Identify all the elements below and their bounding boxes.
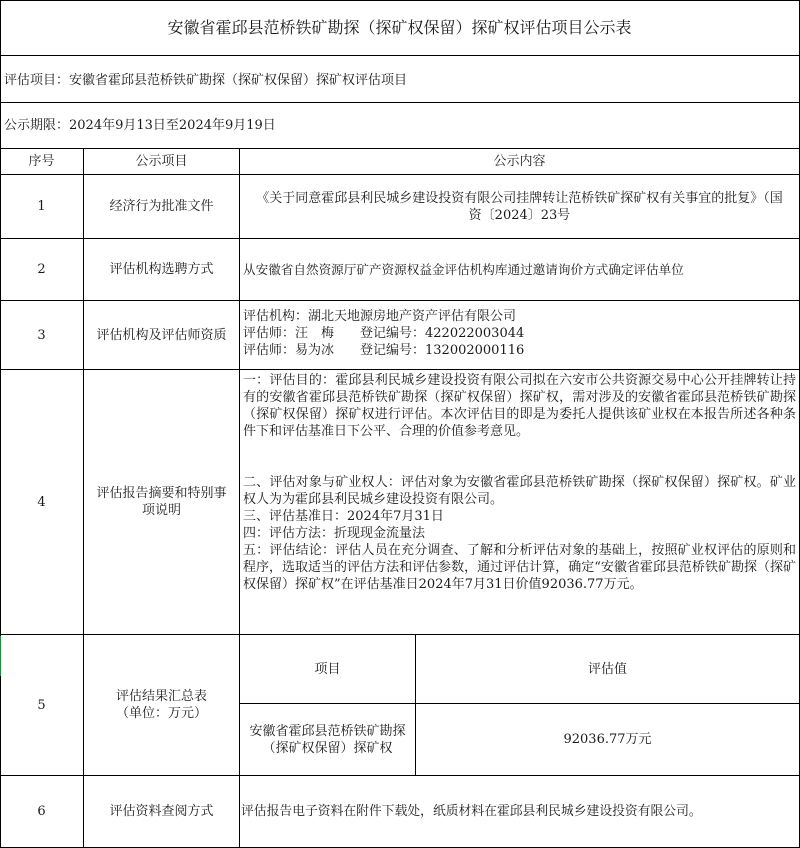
project-line: 评估项目：安徽省霍邱县范桥铁矿勘探（探矿权保留）探矿权评估项目: [0, 56, 800, 103]
row-5-item-line-1: 评估结果汇总表: [115, 689, 207, 704]
row-2-content: 从安徽省自然资源厅矿产资源权益金评估机构库通过邀请询价方式确定评估单位: [240, 239, 800, 301]
row-3-no: 3: [0, 301, 84, 370]
row-5-item-line-2: （单位：万元）: [115, 706, 207, 721]
result-header-item: 项目: [240, 635, 416, 704]
row-4-content: [240, 370, 800, 635]
row-1-no: 1: [0, 175, 84, 239]
appraiser-2-line: 评估师：易为冰 登记编号：132002000116: [243, 343, 525, 358]
row-6-content: 评估报告电子资料在附件下载处，纸质材料在霍邱县利民城乡建设投资有限公司。: [240, 776, 800, 848]
agency-line: 评估机构：湖北天地源房地产资产评估有限公司: [243, 309, 517, 324]
summary-base-date: 三、评估基准日：2024年7月31日: [243, 509, 444, 524]
row-5-no: 5: [0, 635, 84, 776]
summary-conclusion: 五：评估结论：评估人员在充分调查、了解和分析评估对象的基础上，按照矿业权评估的原则和程序，选取适当的评估方法和评估参数，通过评估计算，确定“安徽省霍邱县范桥铁矿勘探（探矿权保留）探矿权”在评估基准日2024年7月31日价值92036.77万元。: [243, 543, 796, 592]
row-6-item: 评估资料查阅方式: [84, 776, 240, 848]
row-2-item: 评估机构选聘方式: [84, 239, 240, 301]
row-3-content: [240, 301, 800, 370]
header-content: 公示内容: [240, 149, 800, 175]
row-1-item: 经济行为批准文件: [84, 175, 240, 239]
summary-purpose: 一：评估目的：霍邱县利民城乡建设投资有限公司拟在六安市公共资源交易中心公开挂牌转让持有的安徽省霍邱县范桥铁矿勘探（探矿权保留）探矿权，需对涉及的安徽省霍邱县范桥铁矿勘探（探矿权保留）探矿权进行评估。本次评估目的即是为委托人提供该矿业权在本报告所述各种条件下和评估基准日下公平、合理的价值参考意见。: [243, 373, 796, 439]
page-title: 安徽省霍邱县范桥铁矿勘探（探矿权保留）探矿权评估项目公示表: [0, 0, 800, 56]
appraiser-1-line: 评估师：汪 梅 登记编号：422022003044: [243, 326, 525, 341]
row-4-item: 评估报告摘要和特别事项说明: [84, 370, 240, 635]
period-line: 公示期限：2024年9月13日至2024年9月19日: [0, 103, 800, 149]
result-item: 安徽省霍邱县范桥铁矿勘探（探矿权保留）探矿权: [240, 704, 416, 776]
header-item: 公示项目: [84, 149, 240, 175]
summary-object: 二、评估对象与矿业权人：评估对象为安徽省霍邱县范桥铁矿勘探（探矿权保留）探矿权。矿业权人为为霍邱县利民城乡建设投资有限公司。: [243, 475, 796, 507]
header-no: 序号: [0, 149, 84, 175]
row-2-no: 2: [0, 239, 84, 301]
row-6-no: 6: [0, 776, 84, 848]
row-4-no: 4: [0, 370, 84, 635]
summary-method: 四：评估方法：折现现金流量法: [243, 526, 426, 541]
row-5-item: [84, 635, 240, 776]
result-header-value: 评估值: [416, 635, 800, 704]
row-1-content: 《关于同意霍邱县利民城乡建设投资有限公司挂牌转让范桥铁矿探矿权有关事宜的批复》（国资〔2024〕23号: [240, 175, 800, 239]
result-value: 92036.77万元: [416, 704, 800, 776]
row-3-item: 评估机构及评估师资质: [84, 301, 240, 370]
